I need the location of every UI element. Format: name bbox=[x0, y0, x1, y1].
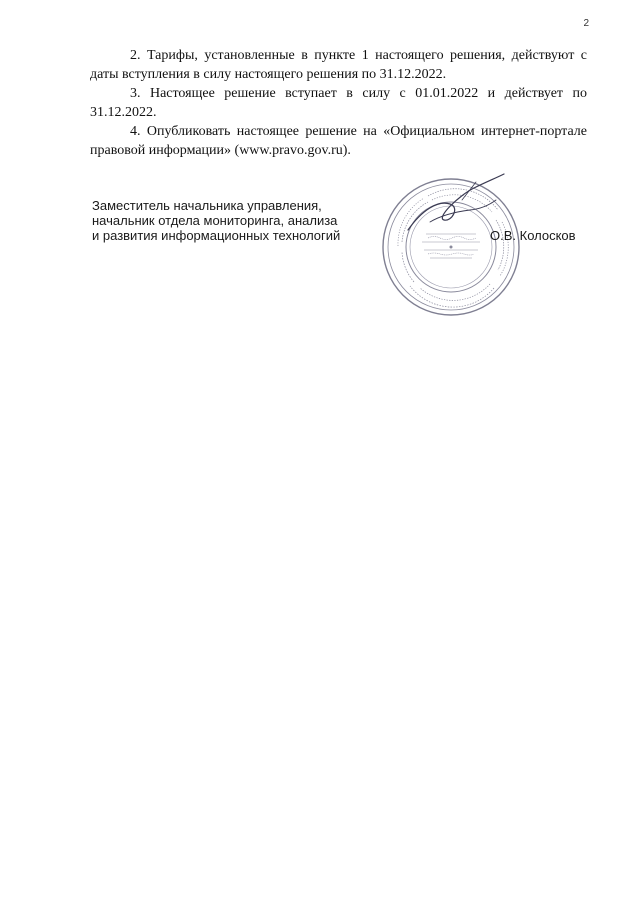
paragraph-4: 4. Опубликовать настоящее решение на «Официальном интернет-портале правовой информации» (www.pravo.gov.ru). bbox=[90, 124, 587, 158]
signatory-position-line-2: начальник отдела мониторинга, анализа bbox=[92, 213, 338, 228]
signatory-name: О.В. Колосков bbox=[490, 228, 576, 243]
paragraph-2: 2. Тарифы, установленные в пункте 1 настоящего решения, действуют с даты вступления в силу настоящего решения по 31.12.2022. bbox=[90, 48, 587, 82]
paragraph-3: 3. Настоящее решение вступает в силу с 01.01.2022 и действует по 31.12.2022. bbox=[90, 86, 587, 120]
document-body bbox=[90, 46, 587, 160]
signatory-position-line-3: и развития информационных технологий bbox=[92, 228, 341, 243]
page-number: 2 bbox=[583, 18, 589, 29]
signatory-position-line-1: Заместитель начальника управления, bbox=[92, 198, 322, 213]
signatory-position bbox=[92, 198, 340, 243]
